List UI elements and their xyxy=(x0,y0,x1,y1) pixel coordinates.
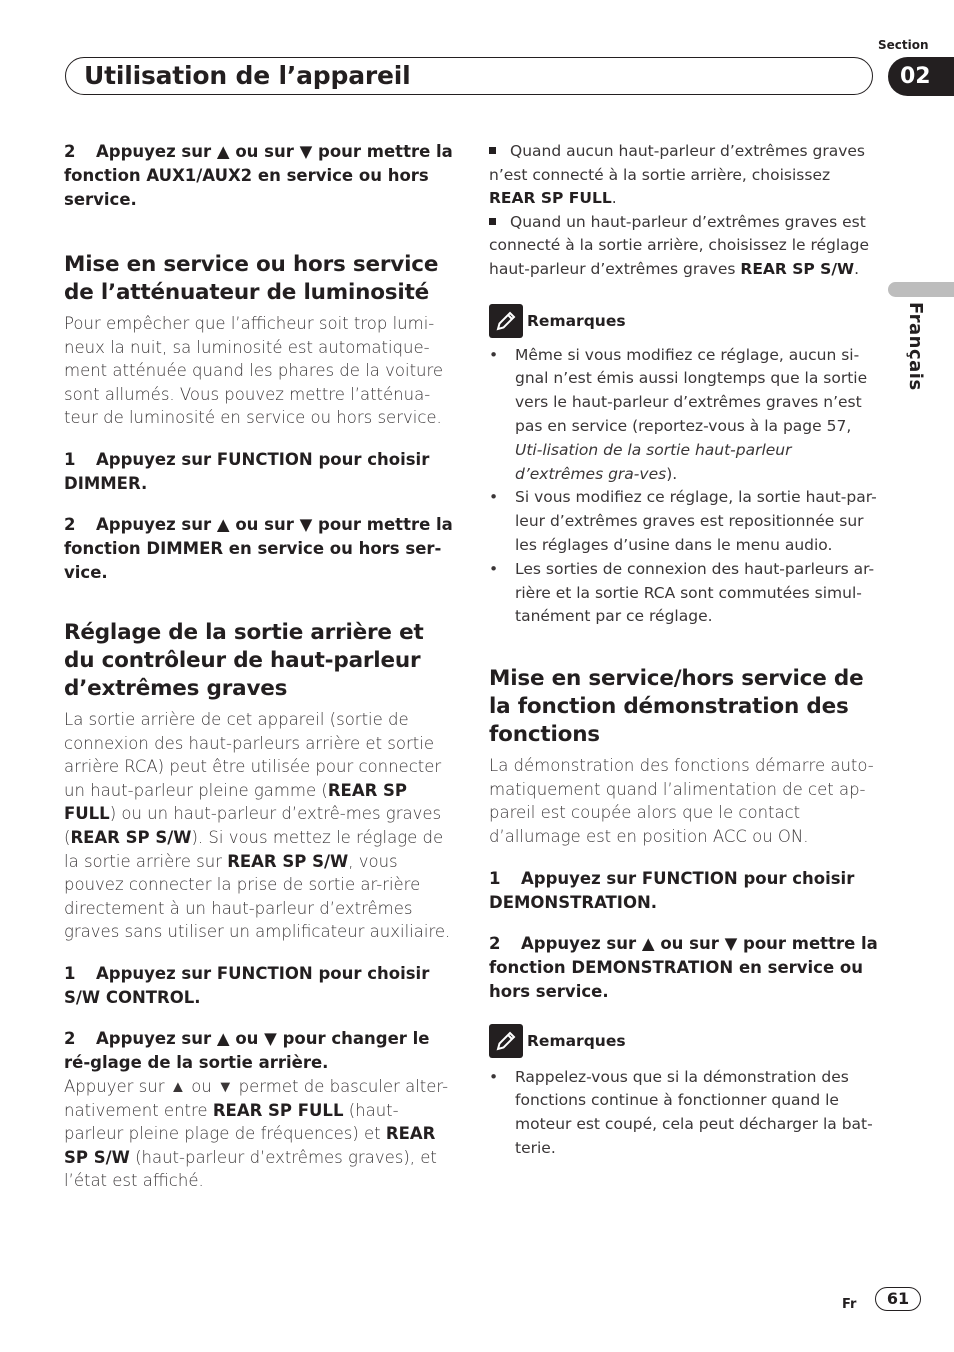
rear-step-1 xyxy=(64,962,454,1010)
demo-step-1 xyxy=(489,867,879,915)
body-text: Quand aucun haut-parleur d’extrêmes graves n’est connecté à la sortie arrière, choisissez xyxy=(489,142,866,184)
square-bullet-icon xyxy=(489,147,496,154)
rear-output-body xyxy=(64,708,454,944)
step-text: Appuyez sur FUNCTION pour choisir DEMONSTRATION. xyxy=(489,868,855,912)
step-text: Appuyez sur FUNCTION pour choisir DIMMER. xyxy=(64,449,430,493)
setting-name: REAR SP FULL xyxy=(489,189,612,208)
body-text: ). xyxy=(666,464,678,483)
body-text: La sortie arrière de cet appareil (sortie de connexion des haut-parleurs arrière et sortie arrière RCA) peut être utilisée pour connecter un haut-parleur pleine gamme ( xyxy=(64,709,442,800)
list-item: • Rappelez-vous que si la démonstration des fonctions continue à fonctionner quand le moteur est coupé, cela peut décharger la bat-terie. xyxy=(489,1066,879,1161)
left-column xyxy=(64,140,454,1193)
body-text: . xyxy=(854,259,860,278)
body-text: Appuyer sur ▲ ou ▼ permet de basculer alter-nativement entre xyxy=(64,1076,449,1120)
body-text: ). Si vous mettez le réglage de la sortie arrière sur xyxy=(64,827,444,871)
setting-name: REAR SP S/W xyxy=(227,851,349,871)
section-label: Section xyxy=(878,38,929,52)
step-number: 1 xyxy=(489,868,501,888)
body-text: ) ou un haut-parleur d’extrê-mes graves ( xyxy=(64,804,442,847)
notes-list xyxy=(489,1066,879,1161)
notes-title: Remarques xyxy=(527,1031,626,1050)
section-number-badge: 02 xyxy=(888,57,954,96)
notes-title: Remarques xyxy=(527,311,626,330)
notes-list xyxy=(489,344,879,630)
demo-body: La démonstration des fonctions démarre auto-matiquement quand l’alimentation de cet ap-pareil est coupée alors que le contact d’allumage est en position ACC ou ON. xyxy=(489,756,874,846)
footer-language-code: Fr xyxy=(842,1297,857,1312)
list-item: • Les sorties de connexion des haut-parleurs ar-rière et la sortie RCA sont commutées simul-tanément par ce réglage. xyxy=(489,558,879,629)
body-text: Même si vous modifiez ce réglage, aucun si-gnal n’est émis aussi longtemps que la sortie vers le haut-parleur d’extrêmes graves n’est pas en service (reportez-vous à la page 57, xyxy=(515,345,868,435)
step-text: Appuyez sur ▲ ou sur ▼ pour mettre la fonction AUX1/AUX2 en service ou hors service. xyxy=(64,142,453,209)
setting-name: REAR SP S/W xyxy=(64,1124,436,1167)
language-label: Français xyxy=(905,302,926,391)
language-tab xyxy=(888,282,954,297)
setting-name: REAR SP S/W xyxy=(740,259,855,278)
square-item-sw xyxy=(489,211,879,282)
square-item-full xyxy=(489,140,879,211)
dimmer-step-2 xyxy=(64,513,454,585)
rear-output-heading: Réglage de la sortie arrière et du contrôleur de haut-parleur d’extrêmes graves xyxy=(64,619,424,701)
setting-name: REAR SP S/W xyxy=(70,827,192,847)
pencil-icon xyxy=(489,304,523,338)
step-number: 2 xyxy=(64,142,76,161)
rear-step-2-detail xyxy=(64,1075,454,1193)
demo-step-2 xyxy=(489,932,879,1004)
body-text: . xyxy=(611,189,617,208)
step-text: Appuyez sur FUNCTION pour choisir S/W CONTROL. xyxy=(64,963,430,1007)
body-text: (haut-parleur pleine plage de fréquences) et xyxy=(64,1100,399,1144)
notes-header xyxy=(489,1024,879,1058)
step-number: 1 xyxy=(64,963,76,983)
step-number: 2 xyxy=(489,933,501,953)
setting-name: REAR SP FULL xyxy=(212,1100,344,1120)
dimmer-step-1 xyxy=(64,448,454,496)
step-number: 2 xyxy=(64,1028,76,1048)
notes-header xyxy=(489,304,879,338)
list-item: • Si vous modifiez ce réglage, la sortie haut-par-leur d’extrêmes graves est repositionnée sur les réglages d’usine dans le menu audio. xyxy=(489,486,879,557)
demo-heading: Mise en service/hors service de la fonction démonstration des fonctions xyxy=(489,666,864,748)
step-text: Appuyez sur ▲ ou sur ▼ pour mettre la fonction DEMONSTRATION en service ou hors service. xyxy=(489,933,878,1001)
body-text: , vous pouvez connecter la prise de sortie ar-rière directement à un haut-parleur d’extrêmes graves sans utiliser un amplificateur auxiliaire. xyxy=(64,851,451,942)
body-text: Quand un haut-parleur d’extrêmes graves est connecté à la sortie arrière, choisissez le réglage haut-parleur d’extrêmes graves xyxy=(489,212,870,278)
rear-step-2 xyxy=(64,1027,454,1075)
step-aux xyxy=(64,140,454,212)
dimmer-heading: Mise en service ou hors service de l’atténuateur de luminosité xyxy=(64,252,439,305)
reference-title: Uti-lisation de la sortie haut-parleur d’extrêmes gra-ves xyxy=(515,440,792,483)
step-text: Appuyez sur ▲ ou ▼ pour changer le ré-glage de la sortie arrière. xyxy=(64,1028,430,1072)
page-title: Utilisation de l’appareil xyxy=(84,61,411,90)
page-number: 61 xyxy=(875,1287,921,1311)
pencil-icon xyxy=(489,1024,523,1058)
step-number: 2 xyxy=(64,514,76,534)
list-item xyxy=(489,344,879,487)
right-column xyxy=(489,140,879,1161)
setting-name: REAR SP FULL xyxy=(64,780,408,824)
dimmer-body: Pour empêcher que l’afficheur soit trop lumi-neux la nuit, sa luminosité est automatique-ment atténuée quand les phares de la voiture sont allumés. Vous pouvez mettre l’atténua-teur de luminosité en service ou hors service. xyxy=(64,314,444,428)
step-text: Appuyez sur ▲ ou sur ▼ pour mettre la fonction DIMMER en service ou hors ser-vice. xyxy=(64,514,453,582)
body-text: (haut-parleur d’extrêmes graves), et l’état est affiché. xyxy=(64,1147,437,1191)
square-bullet-icon xyxy=(489,218,496,225)
step-number: 1 xyxy=(64,449,76,469)
